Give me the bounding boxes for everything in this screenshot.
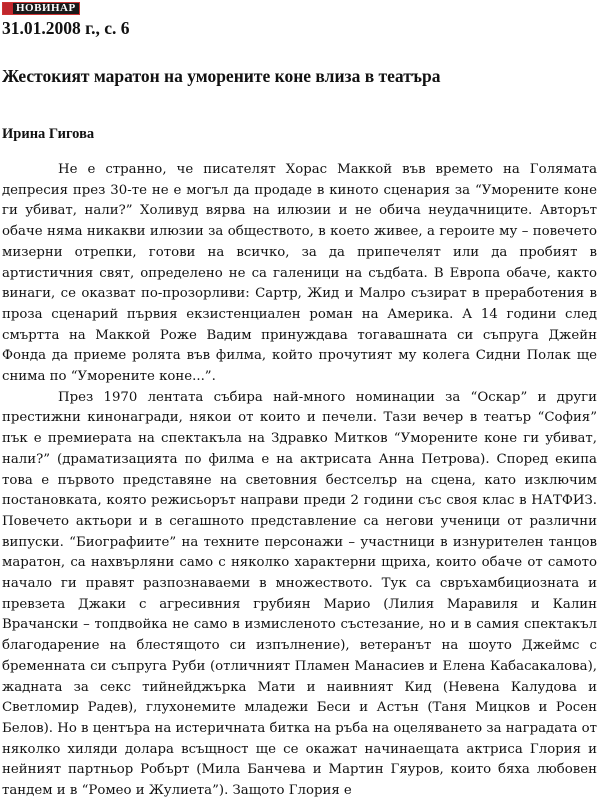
newspaper-logo — [2, 2, 80, 15]
paragraph: Не е странно, че писателят Хорас Маккой във времето на Голямата депресия през 30-те не е могъл да продаде в киното сценария за “Уморените коне ги убиват, нали?” Холивуд вярва на илюзии и не обича неудачниците. Авторът обаче няма никакви илюзии за обществото, в което живее, а героите му – повечето мизерни отрепки, готови на всичко, за да припечелят или да пробият в артистичния свят, определено не са галеници на съдбата. В Европа обаче, както винаги, се оказват по-прозорливи: Сартр, Жид и Малро съзират в преработения в проза сценарий първия екзистенциален роман на Америка. А 14 години след смъртта на Маккой Роже Вадим принуждава тогавашната си съпруга Джейн Фонда да приеме ролята във филма, който прочутият му колега Сидни Полак ще снима по “Уморените коне...”. — [2, 162, 597, 385]
paragraph: През 1970 лентата събира най-много номинации за “Оскар” и други престижни кинонагради, някои от които и печели. Тази вечер в театър “София” пък е премиерата на спектакъла на Здравко Митков “Уморените коне ги убиват, нали?” (драматизацията по филма е на актрисата Анна Петрова). Според екипа това е първото представяне на световния бестселър на сцена, като изключим постановката, която режисьорът направи преди 2 години със своя клас в НАТФИЗ. Повечето актьори и в сегашното представление са негови ученици от различни випуски. “Биографиите” на техните персонажи – участници в изнурителен танцов маратон, са нахвърляни само с няколко характерни щриха, които обаче от самото начало ги правят разпознаваеми в множеството. Тук са свръхамбициозната и превзета Джаки с агресивния грубиян Марио (Лилия Маравиля и Калин Врачански – топдвойка не само в измисленото състезание, но и в самия спектакъл благодарение на блестящото си изпълнение), ветеранът на шоуто Джеймс с бременната си съпруга Руби (отличният Пламен Манасиев и Елена Кабасакалова), жадната за секс тийнейджърка Мати и наивният Кид (Невена Калудова и Светломир Радев), глухонемите младежи Беси и Астън (Таня Мицков и Росен Белов). Но в центъра на истеричната битка на ръба на оцеляването за наградата от няколко хиляди долара всъщност ще се окажат начинаещата актриса Глория и нейният партньор Робърт (Мила Банчева и Мартин Гяуров, които бяха любовен тандем и в “Ромео и Жулиета”). Защото Глория е — [2, 389, 597, 799]
logo-text: НОВИНАР — [16, 2, 76, 14]
date-page: 31.01.2008 г., с. 6 — [2, 18, 130, 38]
article-body — [2, 160, 597, 802]
article-headline: Жестокият маратон на уморените коне влиза в театъра — [2, 66, 441, 86]
logo-mark-icon — [3, 3, 13, 14]
article-author: Ирина Гигова — [2, 126, 95, 142]
